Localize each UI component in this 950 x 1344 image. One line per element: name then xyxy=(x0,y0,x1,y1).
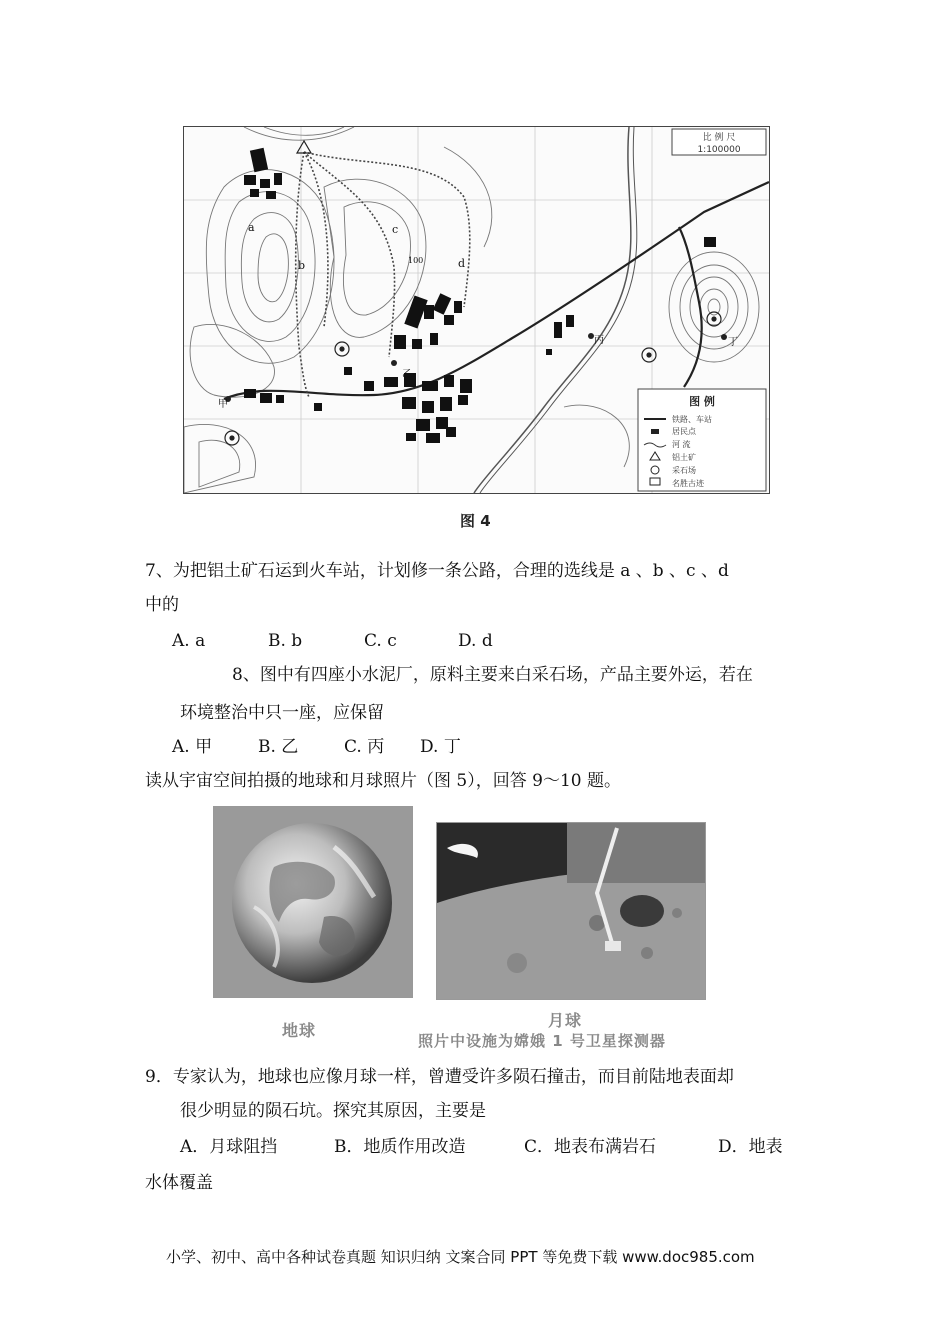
place-label-bing: 丙 xyxy=(594,335,604,346)
q7-option-a: A. a xyxy=(172,631,206,651)
q7-option-b: B. b xyxy=(268,631,303,651)
earth-drawing xyxy=(214,807,412,997)
q8-option-a: A. 甲 xyxy=(172,737,213,757)
map-drawing xyxy=(184,127,769,493)
earth-photo xyxy=(213,806,413,998)
scale-value: 1:100000 xyxy=(697,145,741,155)
topographic-map xyxy=(183,126,770,494)
place-label-ding: 丁 xyxy=(728,337,738,348)
q7-option-d: D. d xyxy=(458,631,493,651)
moon-photo-note: 照片中设施为嫦娥 1 号卫星探测器 xyxy=(418,1032,666,1050)
q8-option-d: D. 丁 xyxy=(420,737,461,757)
q7-stem-line1: 7、为把铝土矿石运到火车站，计划修一条公路，合理的选线是 a 、b 、c 、d xyxy=(145,561,729,581)
route-label-a: a xyxy=(248,221,255,234)
figure4-caption: 图 4 xyxy=(460,512,491,530)
q9-option-a: A．月球阻挡 xyxy=(180,1137,278,1157)
q9-option-d: D．地表 xyxy=(718,1137,783,1157)
q9-10-intro: 读从宇宙空间拍摄的地球和月球照片（图 5），回答 9～10 题。 xyxy=(145,771,621,791)
place-label-yi: 乙 xyxy=(402,369,412,380)
route-label-c: c xyxy=(392,223,399,236)
q8-stem-line2: 环境整治中只一座，应保留 xyxy=(180,703,384,723)
legend-item-river: 河 流 xyxy=(672,440,691,449)
moon-photo xyxy=(436,822,706,1000)
q8-option-c: C. 丙 xyxy=(344,737,385,757)
earth-caption: 地球 xyxy=(282,1021,317,1040)
route-label-b: b xyxy=(298,259,306,272)
moon-drawing xyxy=(437,823,705,999)
q9-option-b: B．地质作用改造 xyxy=(334,1137,466,1157)
legend-item-quarry: 采石场 xyxy=(672,466,696,475)
legend-item-railway: 铁路、车站 xyxy=(672,415,712,424)
q9-option-c: C．地表布满岩石 xyxy=(524,1137,657,1157)
q8-option-b: B. 乙 xyxy=(258,737,299,757)
legend-item-bauxite: 铝土矿 xyxy=(672,453,696,462)
route-label-d: d xyxy=(458,257,466,270)
moon-caption: 月球 xyxy=(548,1011,583,1030)
scale-box xyxy=(672,129,766,155)
page-footer: 小学、初中、高中各种试卷真题 知识归纳 文案合同 PPT 等免费下载 www.doc985.com xyxy=(166,1248,755,1266)
q7-stem-line2: 中的 xyxy=(145,595,179,615)
scale-title: 比 例 尺 xyxy=(702,133,736,143)
q9-stem-line2: 很少明显的陨石坑。探究其原因，主要是 xyxy=(180,1101,486,1121)
q8-stem-line1: 8、图中有四座小水泥厂，原料主要来白采石场，产品主要外运，若在 xyxy=(232,665,753,685)
place-label-jia: 甲 xyxy=(218,399,228,410)
q7-option-c: C. c xyxy=(364,631,397,651)
legend-item-scenic-spot: 名胜古迹 xyxy=(672,479,704,488)
legend-item-settlement: 居民点 xyxy=(672,427,696,436)
legend-title: 图 例 xyxy=(689,395,715,408)
q9-stem-line1: 9．专家认为，地球也应像月球一样，曾遭受许多陨石撞击，而目前陆地表面却 xyxy=(145,1067,734,1087)
q9-option-d-continued: 水体覆盖 xyxy=(145,1173,213,1193)
legend-box xyxy=(638,389,766,491)
contour-label: 100 xyxy=(408,256,424,265)
